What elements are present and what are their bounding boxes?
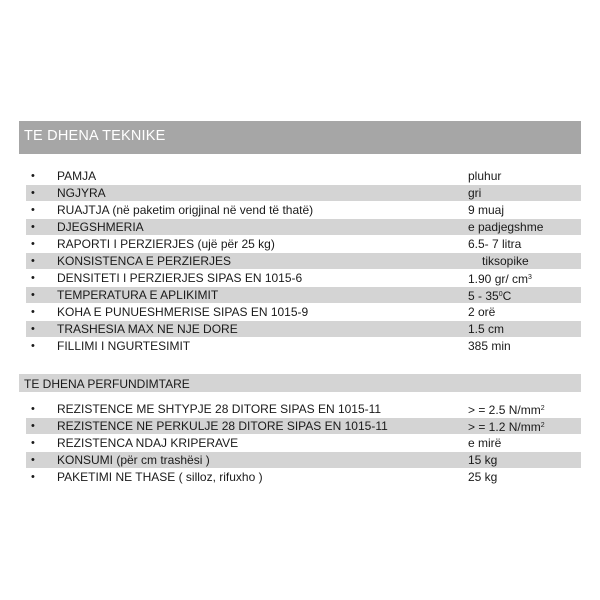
row-label: RUAJTJA (në paketim origjinal në vend të thatë) [57,203,314,217]
bullet-icon: • [31,403,35,415]
section-title: TE DHENA TEKNIKE [24,128,166,144]
bullet-icon: • [31,255,35,267]
table-row [26,185,581,202]
row-value: 385 min [468,339,511,353]
table-row [26,236,581,253]
section-header-final [19,374,581,392]
row-value: 9 muaj [468,203,505,217]
row-label: PAMJA [57,169,97,183]
row-label: KONSUMI (për cm trashësi ) [57,453,210,467]
table-row [26,418,581,435]
bullet-icon: • [31,170,35,182]
table-row [26,253,581,270]
row-label: DENSITETI I PERZIERJES SIPAS EN 1015-6 [57,271,303,285]
row-value: e padjegshme [468,220,544,234]
final-data-table [26,401,581,486]
row-value: pluhur [468,169,502,183]
table-row [26,452,581,469]
bullet-icon: • [31,437,35,449]
bullet-icon: • [31,471,35,483]
table-row [26,304,581,321]
row-label: NGJYRA [57,186,106,200]
bullet-icon: • [31,187,35,199]
bullet-icon: • [31,204,35,216]
row-value: 2 orë [468,305,496,319]
table-row [26,202,581,219]
bullet-icon: • [31,221,35,233]
row-value: e mirë [468,436,502,450]
table-row [26,219,581,236]
row-label: KONSISTENCA E PERZIERJES [57,254,232,268]
row-label: TEMPERATURA E APLIKIMIT [57,288,219,302]
row-label: TRASHESIA MAX NE NJE DORE [57,322,238,336]
row-label: KOHA E PUNUESHMERISE SIPAS EN 1015-9 [57,305,309,319]
row-value: gri [468,186,482,200]
section-header-technical [19,121,581,154]
bullet-icon: • [31,454,35,466]
technical-data-table [26,168,581,355]
table-row [26,401,581,418]
table-row [26,168,581,185]
row-value: > = 2.5 $N/mm^2$ [468,403,545,417]
bullet-icon: • [31,238,35,250]
row-value: 1.5 cm [468,322,505,336]
bullet-icon: • [31,272,35,284]
row-label: FILLIMI I NGURTESIMIT [57,339,191,353]
final-section-title: TE DHENA PERFUNDIMTARE [24,377,190,391]
bullet-icon: • [31,420,35,432]
row-label: REZISTENCE ME SHTYPJE 28 DITORE SIPAS EN 1015-11 [57,402,382,416]
row-value: 25 kg [468,470,498,484]
bullet-icon: • [31,289,35,301]
bullet-icon: • [31,323,35,335]
table-row [26,287,581,304]
row-label: PAKETIMI NE THASE ( silloz, rifuxho ) [57,470,263,484]
row-value: $5 - 35^0C$ [468,289,512,303]
row-value: > = 1.2 $N/mm^2$ [468,420,545,434]
bullet-icon: • [31,306,35,318]
row-label: REZISTENCA NDAJ KRIPERAVE [57,436,239,450]
row-value: 6.5- 7 litra [468,237,522,251]
row-label: DJEGSHMERIA [57,220,144,234]
table-row [26,435,581,452]
bullet-icon: • [31,340,35,352]
row-label: RAPORTI I PERZIERJES (ujë për 25 kg) [57,237,275,251]
row-value: 15 kg [468,453,498,467]
table-row [26,270,581,287]
row-value: tiksopike [482,254,529,268]
row-label: REZISTENCE NE PERKULJE 28 DITORE SIPAS EN 1015-11 [57,419,388,433]
table-row [26,469,581,486]
table-row [26,321,581,338]
row-value: 1.90 gr/ $cm^3$ [468,272,532,286]
table-row [26,338,581,355]
